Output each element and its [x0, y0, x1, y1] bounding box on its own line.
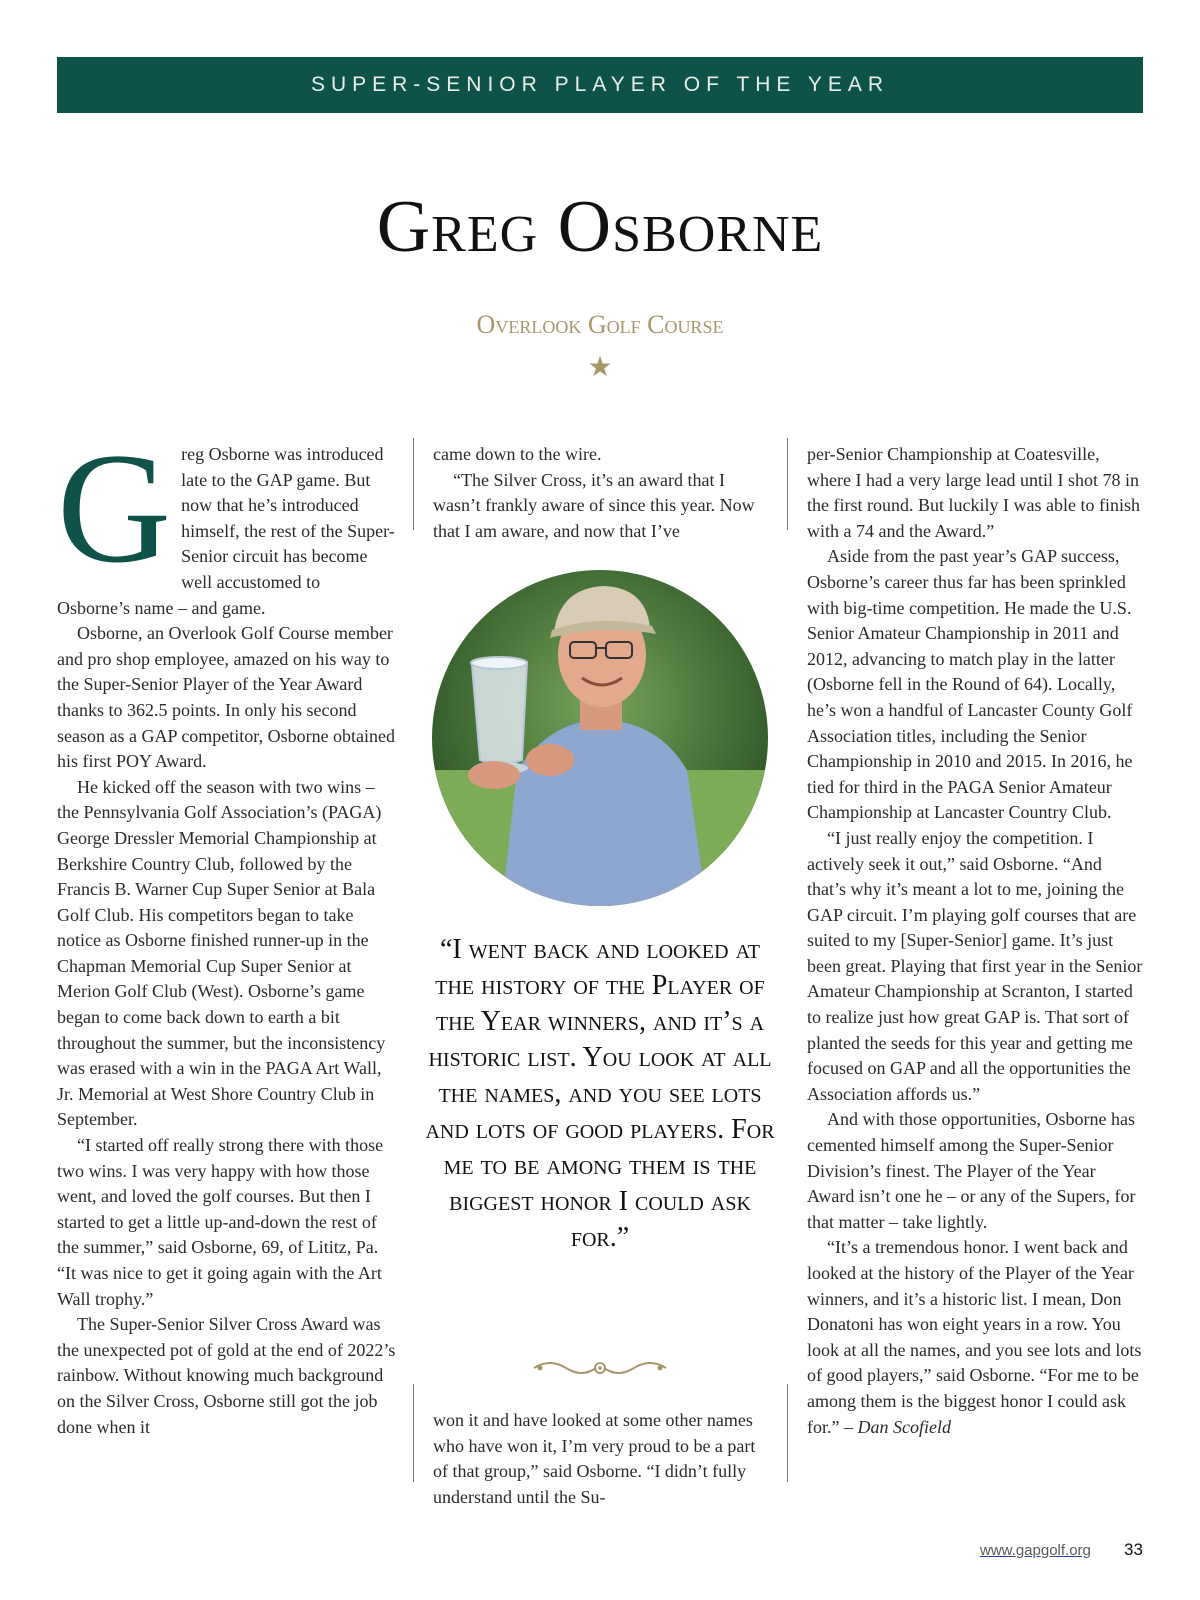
paragraph: “I started off really strong there with those two wins. I was very happy with how those went, and loved the golf courses. But then I started to get a little up-and-down the rest of the summer,” said Osborne, 69, of Lititz, Pa. “It was nice to get it going again with the Art Wall trophy.” — [57, 1135, 384, 1309]
article-subtitle: Overlook Golf Course — [476, 310, 724, 339]
paragraph: Osborne, an Overlook Golf Course member and pro shop employee, amazed on his way to the Super-Senior Player of the Year Award thanks to 362.5 points. In only his second season as a GAP competitor, Osborne obtained his first POY Award. — [57, 623, 396, 772]
article-column-1 — [57, 421, 397, 1440]
website-link[interactable]: www.gapgolf.org — [980, 1542, 1091, 1559]
paragraph: The Super-Senior Silver Cross Award was the unexpected pot of gold at the end of 2022’s rainbow. Without knowing much background on the Silver Cross, Osborne still got the job done when it — [57, 1314, 396, 1437]
article-column-3 — [807, 442, 1144, 1440]
column-divider — [787, 438, 788, 530]
pull-quote: “I went back and looked at the history of the Player of the Year winners, and it’s a historic list. You look at all the names, and you see lots and lots of good players. For me to be among them is the biggest honor I could ask for.” — [425, 934, 775, 1253]
player-photo — [432, 570, 768, 906]
ornament-flourish-icon — [530, 1356, 670, 1380]
paragraph: reg Osborne was introduced late to the GAP game. But now that he’s introduced himself, the rest of the Super-Senior circuit has become well accustomed to Osborne’s name – and game. — [57, 444, 395, 618]
byline: – Dan Scofield — [843, 1416, 951, 1437]
star-icon: ★ — [587, 352, 613, 383]
paragraph: won it and have looked at some other names who have won it, I’m very proud to be a part of that group,” said Osborne. “I didn’t fully understand until the Su- — [433, 1410, 756, 1507]
column-divider — [787, 1384, 788, 1482]
article-title: Greg Osborne — [376, 186, 824, 268]
column-divider — [413, 438, 414, 530]
quote-text: “It’s a tremendous honor. I went back and looked at the history of the Player of the Year winners, and it’s a historic list. I mean, Don Donatoni has won eight years in a row. You look at all the names, and you see lots and lots of good players,” said Osborne. “For me to be among them is the biggest honor I could ask for.” — [807, 1237, 1142, 1437]
paragraph: Aside from the past year’s GAP success, Osborne’s career thus far has been sprinkled with big-time competition. He made the U.S. Senior Amateur Championship in 2011 and 2012, advancing to match play in the latter (Osborne fell in the Round of 64). Locally, he’s won a handful of Lancaster County Golf Association titles, including the Senior Championship in 2010 and 2015. In 2016, he tied for third in the PAGA Senior Amateur Championship at Lancaster Country Club. — [807, 546, 1133, 823]
paragraph: “The Silver Cross, it’s an award that I wasn’t frankly aware of since this year. Now that I am aware, and now that I’ve — [433, 469, 755, 541]
article-column-2-bottom — [433, 1408, 763, 1510]
drop-cap: G — [57, 421, 172, 596]
article-column-2-top — [433, 442, 763, 544]
paragraph: “I just really enjoy the competition. I actively seek it out,” said Osborne. “And that’s why it’s meant a lot to me, joining the GAP circuit. I’m playing golf courses that are suited to my [Super-Senior] game. It’s just been great. Playing that first year in the Senior Amateur Championship at Scranton, I started to realize just how great GAP is. That sort of planted the seeds for this year and getting me focused on GAP and all the opportunities the Association affords us.” — [807, 827, 1143, 1104]
paragraph: He kicked off the season with two wins – the Pennsylvania Golf Association’s (PAGA) George Dressler Memorial Championship at Berkshire Country Club, followed by the Francis B. Warner Cup Super Senior at Bala Golf Club. His competitors began to take notice as Osborne finished runner-up in the Chapman Memorial Cup Super Senior at Merion Golf Club (West). Osborne’s game began to come back down to earth a bit throughout the summer, but the inconsistency was erased with a win in the PAGA Art Wall, Jr. Memorial at West Shore Country Club in September. — [57, 776, 386, 1130]
paragraph: per-Senior Championship at Coatesville, where I had a very large lead until I shot 78 in the first round. But luckily I was able to finish with a 74 and the Award.” — [807, 444, 1140, 541]
page-number: 33 — [1124, 1540, 1143, 1559]
paragraph: And with those opportunities, Osborne has cemented himself among the Super-Senior Division’s finest. The Player of the Year Award isn’t one he – or any of the Supers, for that matter – take lightly. — [807, 1109, 1136, 1232]
paragraph: came down to the wire. — [433, 444, 602, 464]
column-divider — [413, 1384, 414, 1482]
photo-illustration — [432, 570, 768, 906]
section-banner: SUPER-SENIOR PLAYER OF THE YEAR — [57, 57, 1143, 113]
paragraph — [807, 1235, 1144, 1440]
